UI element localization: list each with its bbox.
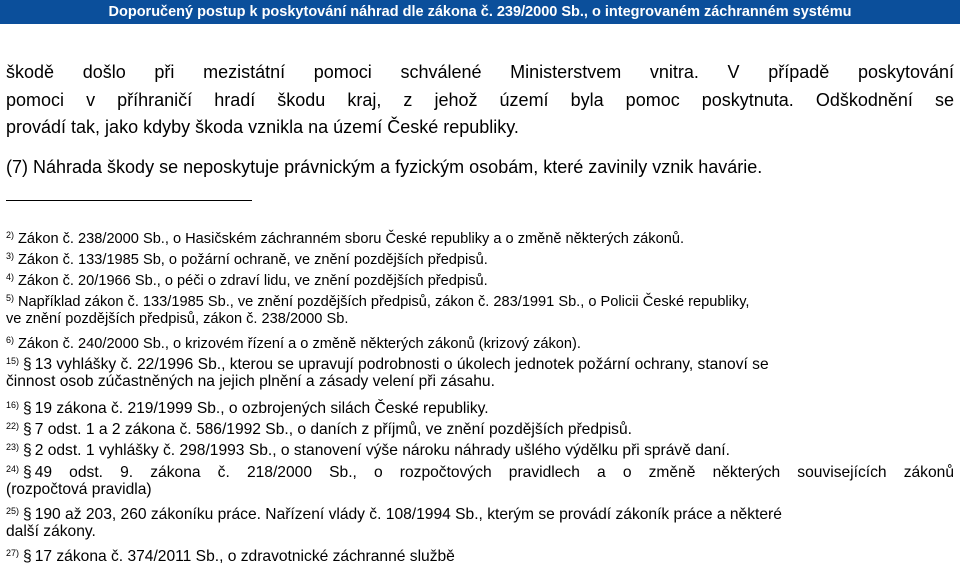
footnote-number: 2) bbox=[6, 230, 15, 240]
footnote-text: 190 až 203, 260 zákoníku práce. Nařízení vlády č. 108/1994 Sb., kterým se provádí zákoník práce a některé bbox=[34, 506, 782, 523]
body-line-2: pomoci v příhraničí hradí škodu kraj, z jehož území byla pomoc poskytnuta. Odškodnění se bbox=[6, 90, 954, 110]
section-sign-icon: § bbox=[23, 421, 32, 438]
footnote-27 bbox=[6, 544, 956, 566]
footnote-6 bbox=[6, 331, 956, 353]
footnote-number: 16) bbox=[6, 400, 20, 410]
footnote-number: 4) bbox=[6, 272, 15, 282]
footnote-number: 27) bbox=[6, 548, 20, 558]
section-sign-icon: § bbox=[23, 548, 32, 565]
footnote-24-continued bbox=[6, 481, 956, 499]
footnote-text: 7 odst. 1 a 2 zákona č. 586/1992 Sb., o daních z příjmů, ve znění pozdějších předpisů. bbox=[34, 421, 632, 438]
footnote-4 bbox=[6, 268, 956, 290]
paragraph-7: (7) Náhrada škody se neposkytuje právnickým a fyzickým osobám, které zavinily vznik havárie. bbox=[6, 157, 763, 177]
footnote-number: 15) bbox=[6, 356, 20, 366]
footnote-text: 2 odst. 1 vyhlášky č. 298/1993 Sb., o stanovení výše nároku náhrady ušlého výdělku při správě daní. bbox=[34, 442, 730, 459]
footnote-15 bbox=[6, 352, 956, 374]
footnote-25-continued bbox=[6, 523, 956, 541]
footnote-text: 19 zákona č. 219/1999 Sb., o ozbrojených silách České republiky. bbox=[34, 400, 489, 417]
footnote-text: Například zákon č. 133/1985 Sb., ve znění pozdějších předpisů, zákon č. 283/1991 Sb., o Policii České republiky, bbox=[18, 294, 750, 310]
footnote-3 bbox=[6, 247, 956, 269]
footnote-number: 6) bbox=[6, 335, 15, 345]
section-sign-icon: § bbox=[23, 400, 32, 417]
footnote-number: 22) bbox=[6, 421, 20, 431]
section-sign-icon: § bbox=[23, 356, 32, 373]
footnote-text: Zákon č. 238/2000 Sb., o Hasičském záchranném sboru České republiky a o změně některých zákonů. bbox=[18, 231, 684, 247]
footnote-number: 5) bbox=[6, 293, 15, 303]
footnote-number: 23) bbox=[6, 442, 20, 452]
footnote-text: Zákon č. 240/2000 Sb., o krizovém řízení a o změně některých zákonů (krizový zákon). bbox=[18, 336, 581, 352]
footnote-separator bbox=[6, 200, 252, 201]
footnote-24 bbox=[6, 460, 954, 482]
footnote-23 bbox=[6, 438, 956, 460]
footnote-16 bbox=[6, 396, 956, 418]
section-sign-icon: § bbox=[23, 506, 32, 523]
footnote-22 bbox=[6, 417, 956, 439]
section-sign-icon: § bbox=[23, 442, 32, 459]
footnote-15-continued bbox=[6, 373, 956, 391]
footnote-25 bbox=[6, 502, 956, 524]
footnote-number: 25) bbox=[6, 506, 20, 516]
footnote-text: Zákon č. 20/1966 Sb., o péči o zdraví lidu, ve znění pozdějších předpisů. bbox=[18, 273, 488, 289]
footnote-number: 24) bbox=[6, 464, 20, 474]
footnote-5 bbox=[6, 289, 956, 311]
footnote-2 bbox=[6, 226, 956, 248]
footnote-text: další zákony. bbox=[6, 523, 96, 540]
footnote-text: 17 zákona č. 374/2011 Sb., o zdravotnické záchranné službě bbox=[34, 548, 455, 565]
footnote-text: 13 vyhlášky č. 22/1996 Sb., kterou se upravují podrobnosti o úkolech jednotek požární ochrany, stanoví se bbox=[34, 356, 769, 373]
footnote-text: činnost osob zúčastněných na jejich plnění a zásady velení při zásahu. bbox=[6, 373, 495, 390]
footnote-text: 49 odst. 9. zákona č. 218/2000 Sb., o rozpočtových pravidlech a o změně některých souvisejících zákonů bbox=[34, 464, 954, 481]
body-line-3: provádí tak, jako kdyby škoda vznikla na území České republiky. bbox=[6, 117, 519, 137]
footnote-text: (rozpočtová pravidla) bbox=[6, 481, 152, 498]
footnote-number: 3) bbox=[6, 251, 15, 261]
footnote-5-continued bbox=[6, 310, 956, 328]
document-running-header: Doporučený postup k poskytování náhrad dle zákona č. 239/2000 Sb., o integrovaném záchranném systému bbox=[0, 0, 960, 24]
footnote-text: ve znění pozdějších předpisů, zákon č. 238/2000 Sb. bbox=[6, 311, 349, 327]
body-line-1: škodě došlo při mezistátní pomoci schválené Ministerstvem vnitra. V případě poskytování bbox=[6, 62, 954, 82]
footnote-text: Zákon č. 133/1985 Sb, o požární ochraně, ve znění pozdějších předpisů. bbox=[18, 252, 488, 268]
section-sign-icon: § bbox=[23, 464, 32, 481]
